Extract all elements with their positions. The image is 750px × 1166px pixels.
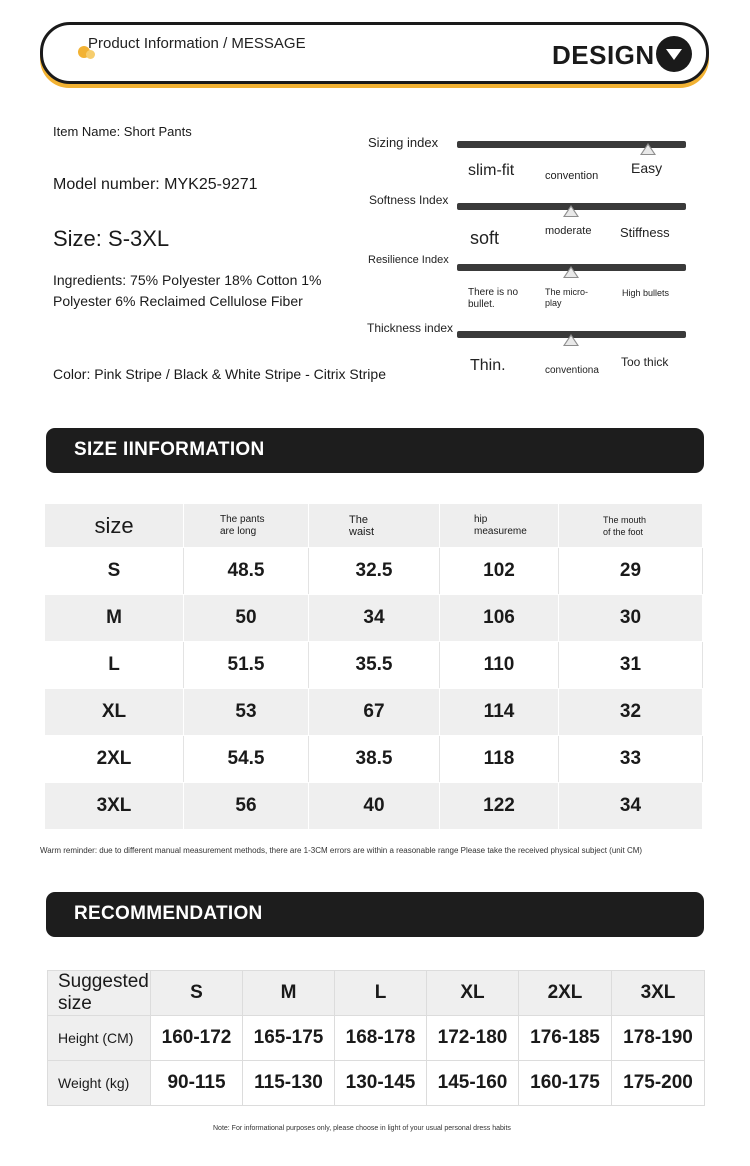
sizing-option-2: convention [545, 170, 599, 182]
waist-cell: 67 [309, 689, 440, 736]
weight-cell: 160-175 [519, 1061, 612, 1106]
size-cell: 2XL [45, 736, 184, 783]
header-size: size [45, 504, 184, 548]
table-row [45, 736, 703, 783]
pants-length-cell: 51.5 [184, 642, 309, 689]
weight-cell: 115-130 [243, 1061, 335, 1106]
rec-size-l: L [335, 971, 427, 1016]
header-pants-length [184, 504, 309, 548]
waist-cell: 34 [309, 595, 440, 642]
color-options: Color: Pink Stripe / Black & White Stripe - Citrix Stripe [53, 366, 386, 382]
size-info-banner [46, 428, 704, 473]
size-cell: 3XL [45, 783, 184, 830]
weight-label: Weight (kg) [48, 1061, 151, 1106]
waist-cell: 40 [309, 783, 440, 830]
foot-mouth-cell: 32 [559, 689, 703, 736]
height-cell: 172-180 [427, 1016, 519, 1061]
size-table-header [45, 504, 703, 548]
thickness-option-3: Too thick [621, 355, 669, 369]
table-row [45, 548, 703, 595]
header-waist [309, 504, 440, 548]
ingredients-line-2: Polyester 6% Reclaimed Cellulose Fiber [53, 293, 303, 309]
waist-cell: 32.5 [309, 548, 440, 595]
pants-length-cell: 50 [184, 595, 309, 642]
size-info-title: SIZE IINFORMATION [74, 439, 265, 460]
recommendation-title: RECOMMENDATION [74, 903, 263, 924]
resilience-index-label: Resilience Index [368, 254, 449, 266]
ingredients-line-1: Ingredients: 75% Polyester 18% Cotton 1% [53, 272, 322, 288]
weight-cell: 175-200 [612, 1061, 705, 1106]
hip-cell: 102 [440, 548, 559, 595]
height-cell: 165-175 [243, 1016, 335, 1061]
chevron-down-icon[interactable] [656, 36, 692, 72]
recommendation-table [47, 970, 705, 1106]
foot-mouth-cell: 31 [559, 642, 703, 689]
rec-size-s: S [151, 971, 243, 1016]
header-waist-text: The waist [349, 513, 375, 538]
pants-length-cell: 53 [184, 689, 309, 736]
pants-length-cell: 56 [184, 783, 309, 830]
thickness-index-label: Thickness index [367, 321, 454, 335]
thickness-index-marker [563, 334, 579, 346]
header-hip [440, 504, 559, 548]
header-foot-mouth [559, 504, 703, 548]
height-cell: 176-185 [519, 1016, 612, 1061]
table-row [45, 642, 703, 689]
hip-cell: 114 [440, 689, 559, 736]
weight-cell: 90-115 [151, 1061, 243, 1106]
softness-option-1: soft [470, 228, 500, 248]
rec-size-2xl: 2XL [519, 971, 612, 1016]
table-row [45, 689, 703, 736]
recommendation-banner [46, 892, 704, 937]
size-cell: L [45, 642, 184, 689]
warm-reminder: Warm reminder: due to different manual measurement methods, there are 1-3CM errors are within a reasonable range Please take the received physical subject (unit CM) [40, 846, 643, 855]
hip-cell: 106 [440, 595, 559, 642]
softness-option-2: moderate [545, 225, 592, 237]
waist-cell: 38.5 [309, 736, 440, 783]
softness-index-label: Softness Index [369, 193, 449, 207]
header-foot-mouth-text: The mouth of the foot [603, 514, 647, 537]
pants-length-cell: 48.5 [184, 548, 309, 595]
resilience-option-3: High bullets [622, 288, 670, 298]
sizing-option-3: Easy [631, 160, 663, 176]
rec-size-xl: XL [427, 971, 519, 1016]
size-table [44, 503, 703, 830]
foot-mouth-cell: 34 [559, 783, 703, 830]
rec-size-m: M [243, 971, 335, 1016]
softness-index-marker [563, 205, 579, 217]
item-name: Item Name: Short Pants [53, 124, 192, 139]
size-cell: M [45, 595, 184, 642]
header-pants-length-text: The pants are long [220, 513, 265, 537]
foot-mouth-cell: 33 [559, 736, 703, 783]
foot-mouth-cell: 30 [559, 595, 703, 642]
table-row [45, 595, 703, 642]
recommendation-header-row [48, 971, 705, 1016]
weight-cell: 145-160 [427, 1061, 519, 1106]
resilience-option-1: There is no bullet. [468, 287, 519, 310]
weight-row [48, 1061, 705, 1106]
size-cell: XL [45, 689, 184, 736]
rec-size-3xl: 3XL [612, 971, 705, 1016]
table-row [45, 783, 703, 830]
resilience-option-2: The micro-play [545, 287, 589, 308]
pants-length-cell: 54.5 [184, 736, 309, 783]
header-title: Product Information / MESSAGE [88, 35, 306, 52]
foot-mouth-cell: 29 [559, 548, 703, 595]
height-cell: 160-172 [151, 1016, 243, 1061]
recommendation-note: Note: For informational purposes only, please choose in light of your usual personal dress habits [213, 1125, 511, 1132]
resilience-index-marker [563, 266, 579, 278]
size-cell: S [45, 548, 184, 595]
thickness-option-2: conventiona [545, 365, 599, 376]
sizing-option-1: slim-fit [468, 162, 515, 179]
softness-option-3: Stiffness [620, 225, 670, 240]
hip-cell: 110 [440, 642, 559, 689]
header-hip-text: hip measureme [474, 513, 527, 537]
height-cell: 178-190 [612, 1016, 705, 1061]
model-number: Model number: MYK25-9271 [53, 176, 258, 193]
waist-cell: 35.5 [309, 642, 440, 689]
thickness-option-1: Thin. [470, 357, 506, 374]
size-range: Size: S-3XL [53, 226, 170, 251]
suggested-size-label: Suggested size [48, 971, 151, 1016]
hip-cell: 122 [440, 783, 559, 830]
hip-cell: 118 [440, 736, 559, 783]
height-row [48, 1016, 705, 1061]
height-label: Height (CM) [48, 1016, 151, 1061]
sizing-index-marker [640, 143, 656, 155]
weight-cell: 130-145 [335, 1061, 427, 1106]
sizing-index-label: Sizing index [368, 135, 439, 150]
height-cell: 168-178 [335, 1016, 427, 1061]
design-label: DESIGN [552, 40, 655, 70]
